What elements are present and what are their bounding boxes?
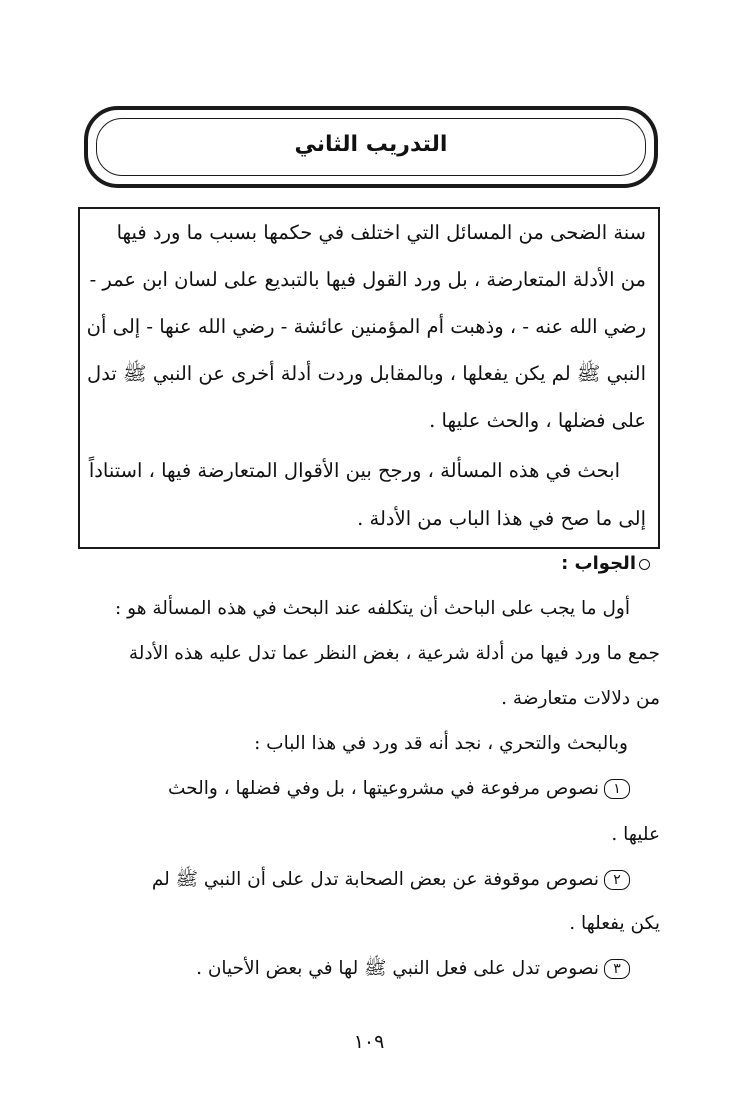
list-item bbox=[196, 958, 630, 984]
item-number-badge: ٢ bbox=[604, 870, 630, 890]
item-number-badge: ١ bbox=[604, 779, 630, 799]
list-item-continuation: يكن يفعلها . bbox=[569, 913, 660, 934]
question-line: النبي ﷺ لم يكن يفعلها ، وبالمقابل وردت أدلة أخرى عن النبي ﷺ تدل bbox=[87, 362, 646, 385]
list-item bbox=[168, 778, 630, 799]
question-box bbox=[78, 207, 660, 549]
question-line: رضي الله عنه - ، وذهبت أم المؤمنين عائشة - رضي الله عنها - إلى أن bbox=[86, 315, 646, 338]
question-line: على فضلها ، والحث عليها . bbox=[429, 409, 646, 432]
title-frame bbox=[84, 106, 658, 188]
list-item-continuation: عليها . bbox=[611, 824, 660, 845]
list-item-text: نصوص مرفوعة في مشروعيتها ، بل وفي فضلها ، والحث bbox=[168, 778, 599, 799]
question-line: من الأدلة المتعارضة ، بل ورد القول فيها بالتبديع على لسان ابن عمر - bbox=[89, 268, 646, 291]
list-item bbox=[152, 869, 630, 895]
list-item-text: نصوص تدل على فعل النبي ﷺ لها في بعض الأحيان . bbox=[196, 958, 599, 979]
question-line: ابحث في هذه المسألة ، ورجح بين الأقوال المتعارضة فيها ، استناداً bbox=[88, 459, 620, 482]
answer-intro-line: من دلالات متعارضة . bbox=[501, 688, 660, 709]
question-line: إلى ما صح في هذا الباب من الأدلة . bbox=[357, 507, 646, 530]
question-line: سنة الضحى من المسائل التي اختلف في حكمها بسبب ما ورد فيها bbox=[116, 221, 646, 244]
list-item-text: نصوص موقوفة عن بعض الصحابة تدل على أن النبي ﷺ لم bbox=[151, 869, 599, 890]
page-number: ١٠٩ bbox=[353, 1031, 385, 1053]
item-number-badge: ٣ bbox=[604, 959, 630, 979]
answer-intro-line: جمع ما ورد فيها من أدلة شرعية ، بغض النظر عما تدل عليه هذه الأدلة bbox=[128, 643, 660, 664]
page-title: التدريب الثاني bbox=[294, 132, 448, 157]
answer-intro-line: أول ما يجب على الباحث أن يتكلفه عند البحث في هذه المسألة هو : bbox=[115, 598, 630, 619]
circle-bullet-icon bbox=[639, 559, 650, 570]
answer-heading-text: الجواب : bbox=[561, 553, 636, 574]
answer-intro-line: وبالبحث والتحري ، نجد أنه قد ورد في هذا الباب : bbox=[254, 733, 628, 754]
answer-heading bbox=[561, 553, 650, 574]
